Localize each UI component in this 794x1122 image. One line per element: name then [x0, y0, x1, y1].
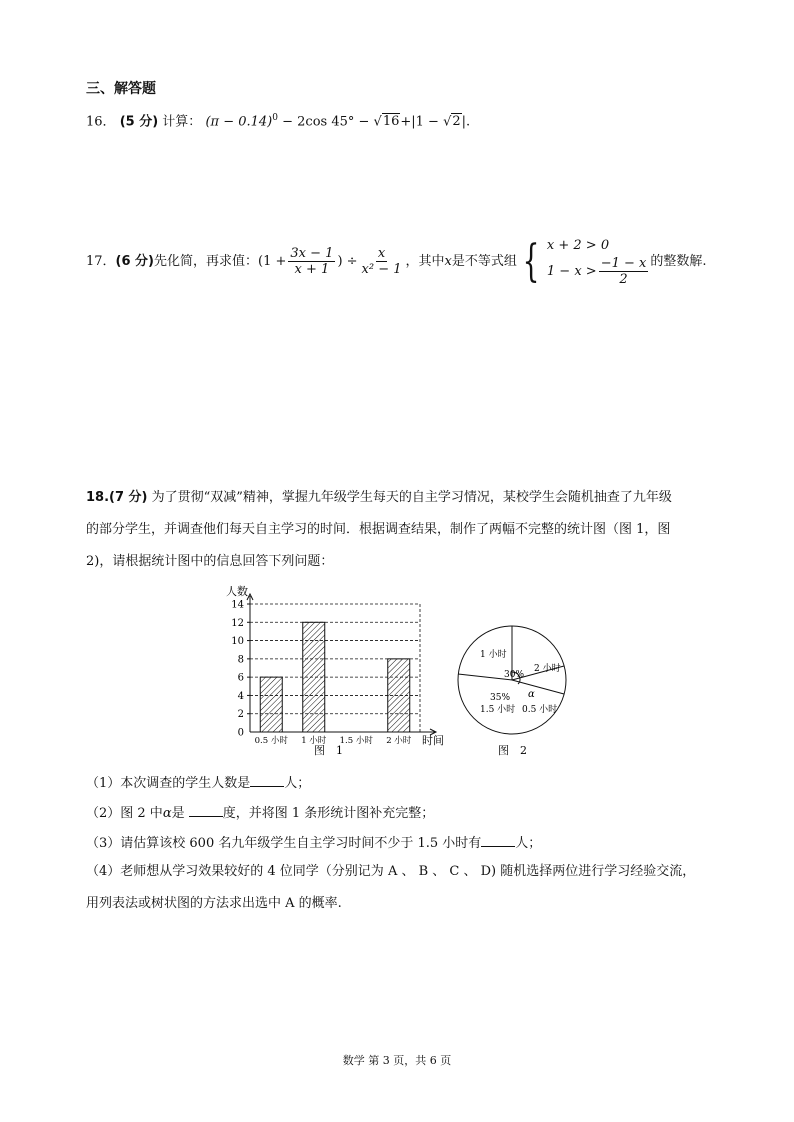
q17-frac1-denominator: x + 1: [294, 262, 330, 277]
sub-question-3: [86, 832, 541, 854]
x-tick-label: 1 小时: [301, 736, 327, 746]
sub-question-4-line-1: （4）老师想从学习效果较好的 4 位同学（分别记为 A 、 B 、 C 、 D) 随机选择两位进行学习经验交流，: [86, 864, 696, 879]
figure-1-caption: 图 1: [314, 744, 343, 757]
section-title: 三、解答题: [86, 81, 156, 97]
q16-lead: 计算：: [162, 114, 202, 130]
brace-icon: {: [522, 235, 540, 287]
y-tick-label: 4: [237, 690, 244, 702]
y-tick-label: 2: [237, 709, 244, 721]
q17-tail: 的整数解.: [650, 253, 707, 269]
pie-label-05h: 0.5 小时: [522, 705, 558, 715]
sub-question-1: [86, 772, 310, 794]
y-tick-label: 12: [231, 617, 244, 629]
sub1-text: （1）本次调查的学生人数是: [86, 776, 251, 791]
pie-alpha: α: [528, 689, 535, 700]
q17-paren-open: (1 +: [258, 253, 287, 269]
answer-blank-3[interactable]: [481, 832, 515, 847]
q17-fraction-1: [288, 246, 335, 277]
figure-2-caption: 图 2: [498, 744, 527, 757]
answer-blank-1[interactable]: [250, 772, 284, 787]
ineq2-numerator: −1 − x: [600, 256, 647, 271]
inequality-1: x + 2 > 0: [546, 238, 610, 253]
y-tick-label: 10: [231, 636, 244, 648]
q18-line-3: 2)，请根据统计图中的信息回答下列问题：: [86, 554, 334, 569]
q18-line-1: [86, 488, 672, 508]
sub2-text-b: 是: [171, 806, 189, 821]
q17-var-x: x: [444, 253, 452, 269]
q18-line-2: 的部分学生，并调查他们每天自主学习的时间．根据调查结果，制作了两幅不完整的统计图（图 1，图: [86, 522, 671, 537]
q16-expr-a: (π − 0.14): [205, 114, 273, 130]
sub2-text-c: 度，并将图 1 条形统计图补充完整；: [222, 806, 435, 821]
ineq2-denominator: 2: [619, 272, 628, 287]
q16-number: 16．: [86, 114, 116, 130]
x-tick-label: 1.5 小时: [339, 736, 373, 746]
q16-expr-c: +|1 −: [400, 114, 444, 130]
pie-label-15h: 1.5 小时: [480, 705, 516, 715]
chart-y-label: 人数: [226, 585, 248, 598]
x-tick-label: 2 小时: [386, 736, 412, 746]
sub3-text: （3）请估算该校 600 名九年级学生自主学习时间不少于 1.5 小时有: [86, 836, 482, 851]
question-17: [86, 236, 707, 287]
sub-question-4-line-2: 用列表法或树状图的方法求出选中 A 的概率.: [86, 896, 342, 911]
q17-frac2-numerator: x: [377, 246, 386, 261]
q17-frac2-denominator: x² − 1: [361, 262, 402, 277]
pie-pct-1h: 30%: [504, 670, 525, 680]
sub2-alpha: α: [162, 806, 172, 821]
pie-label-2h: 2 小时: [534, 664, 561, 674]
q17-fraction-2: [360, 246, 404, 277]
answer-blank-2[interactable]: [189, 802, 223, 817]
inequality-2-fraction: [599, 256, 649, 287]
pie-pct-15h: 35%: [490, 693, 511, 703]
y-tick-label: 8: [237, 654, 244, 666]
q16-expr-d: |.: [461, 114, 471, 130]
bar: [303, 622, 325, 732]
q17-mid-b: 是不等式组: [451, 253, 517, 269]
sub1-unit: 人；: [284, 776, 311, 791]
q18-text-1: 为了贯彻“双减”精神，掌握九年级学生每天的自主学习情况，某校学生会随机抽查了九年级: [151, 490, 672, 505]
bar-chart: [200, 584, 460, 760]
q16-score: (5 分): [119, 114, 159, 130]
q17-number: 17．: [86, 253, 116, 269]
q16-sqrt-16: 16: [382, 114, 400, 130]
q17-frac1-numerator: 3x − 1: [290, 246, 334, 261]
q17-lead: 先化简，再求值：: [154, 253, 259, 269]
bar: [388, 659, 410, 732]
question-16: 16． (5 分) 计算： $(\pi - 0.14)^0 - 2\cos$ 45° − √16+|1 − √2|.: [86, 113, 471, 130]
inequality-2-left: 1 − x >: [546, 263, 597, 279]
q17-mid-a: ，其中: [405, 253, 445, 269]
pie-chart: [454, 614, 570, 758]
y-tick-label: 14: [231, 599, 244, 611]
sub3-unit: 人；: [515, 836, 542, 851]
x-tick-label: 0.5 小时: [254, 736, 288, 746]
sub2-text-a: （2）图 2 中: [86, 806, 163, 821]
inequality-system: [517, 236, 650, 287]
bar: [260, 677, 282, 732]
q18-number-score: 18.(7 分): [86, 490, 148, 505]
q16-exponent: 0: [272, 113, 278, 123]
q17-divide: ) ÷: [337, 253, 358, 269]
page-footer: 数学 第 3 页，共 6 页: [342, 1054, 452, 1067]
y-tick-label: 0: [237, 727, 244, 739]
chart-x-label: 时间: [422, 734, 444, 747]
sub-question-2: [86, 802, 434, 824]
q16-sqrt-2: 2: [452, 114, 461, 130]
y-tick-label: 6: [237, 672, 244, 684]
q17-score: (6 分): [115, 253, 155, 269]
pie-label-1h: 1 小时: [480, 650, 507, 660]
q16-expr-b: − 2cos 45° −: [277, 114, 374, 130]
